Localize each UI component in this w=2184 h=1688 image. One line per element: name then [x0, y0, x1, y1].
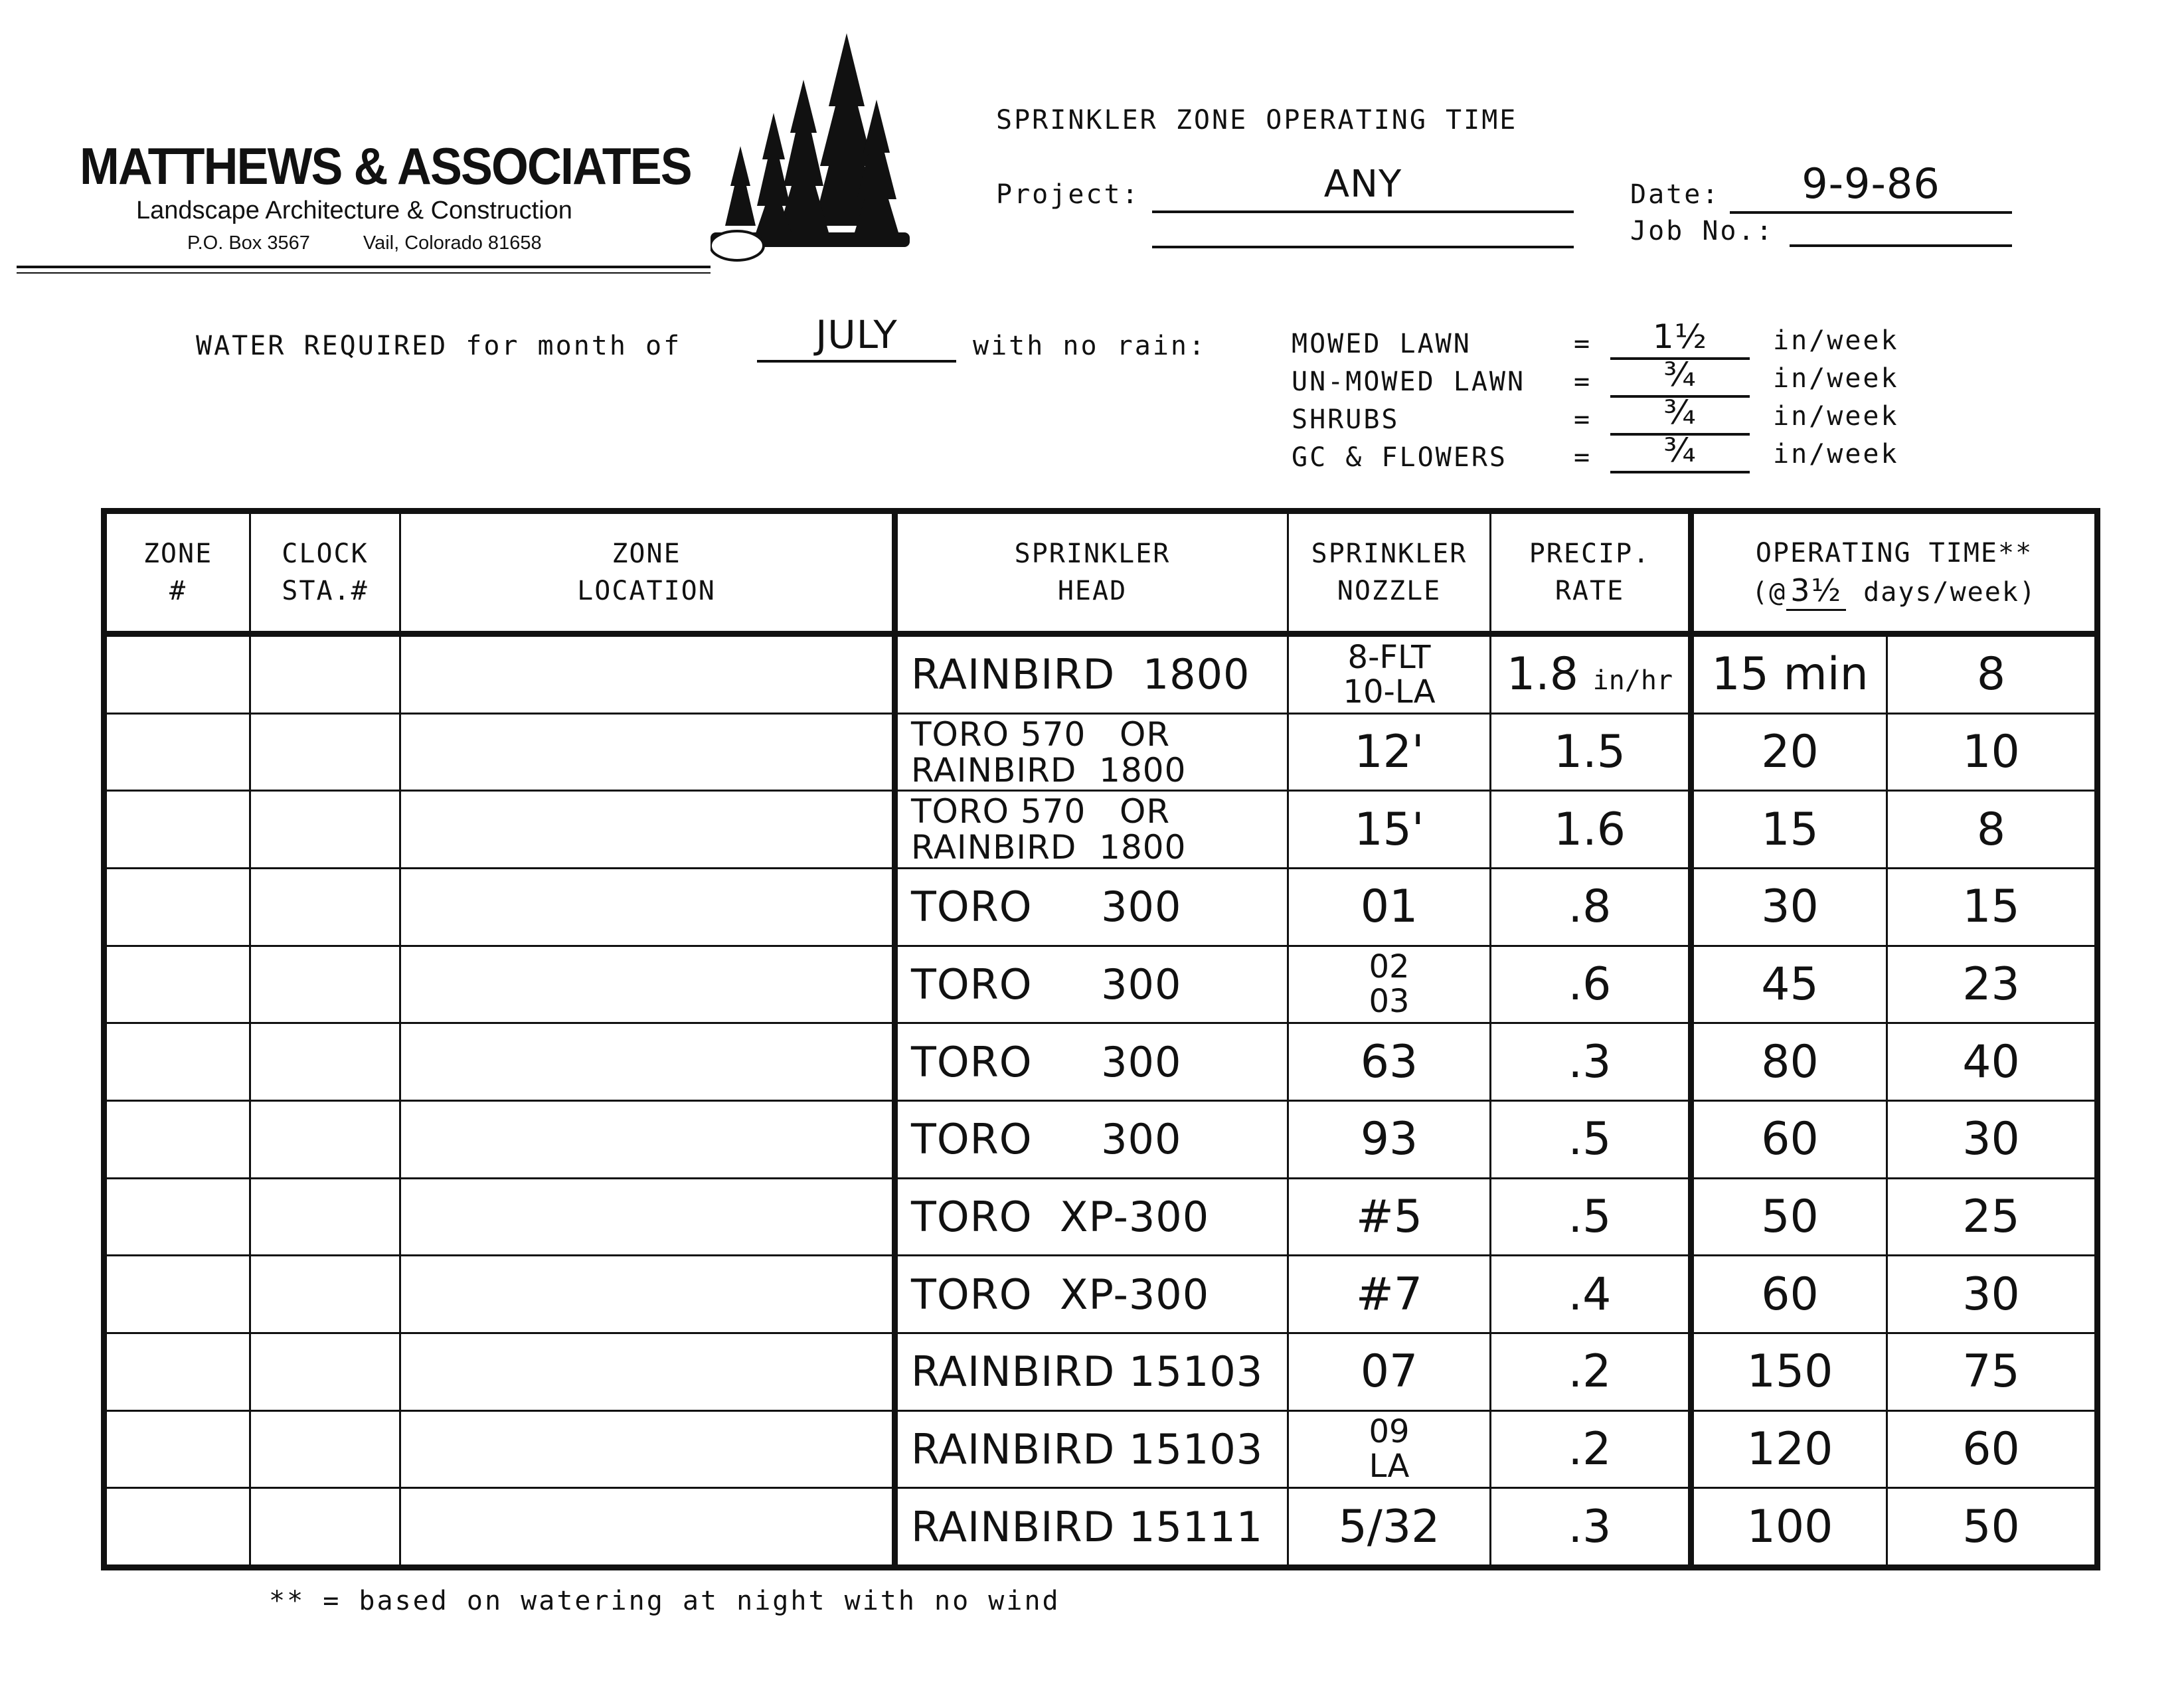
- operating-time-cell[interactable]: 15 min: [1691, 634, 1887, 714]
- precip-rate-cell[interactable]: .8: [1491, 868, 1691, 946]
- zone-cell[interactable]: [104, 946, 250, 1023]
- table-header-row: [104, 511, 2098, 634]
- col-operating-time-header: OPERATING TIME** (@ 3½ days/week): [1691, 511, 2098, 634]
- table-row: [104, 634, 2098, 714]
- weekly-time-cell[interactable]: 10: [1887, 713, 2098, 791]
- table-row: [104, 791, 2098, 869]
- company-tagline: Landscape Architecture & Construction: [136, 197, 572, 224]
- table-row: [104, 946, 2098, 1023]
- water-required-label: WATER REQUIRED for month of: [196, 331, 682, 361]
- rate-value-shrubs[interactable]: ¾: [1610, 393, 1750, 436]
- precip-rate-cell[interactable]: .5: [1491, 1100, 1691, 1178]
- clock-station-cell[interactable]: [250, 1256, 400, 1333]
- sprinkler-nozzle-cell[interactable]: 93: [1288, 1100, 1491, 1178]
- clock-station-cell[interactable]: [250, 713, 400, 791]
- precip-rate-cell[interactable]: .3: [1491, 1023, 1691, 1101]
- weekly-time-cell[interactable]: 50: [1887, 1488, 2098, 1568]
- sprinkler-nozzle-cell[interactable]: 5/32: [1288, 1488, 1491, 1568]
- rate-unit: in/week: [1773, 401, 1899, 432]
- company-name: MATTHEWS & ASSOCIATES: [80, 137, 691, 195]
- month-field[interactable]: JULY: [757, 312, 956, 363]
- rate-label-unmowed: UN-MOWED LAWN: [1292, 367, 1526, 397]
- precip-rate-cell[interactable]: .5: [1491, 1178, 1691, 1256]
- operating-time-cell[interactable]: 30: [1691, 868, 1887, 946]
- operating-time-cell[interactable]: 20: [1691, 713, 1887, 791]
- operating-time-cell[interactable]: 15: [1691, 791, 1887, 869]
- table-row: [104, 1488, 2098, 1568]
- city: Vail, Colorado 81658: [363, 232, 542, 254]
- zone-cell[interactable]: [104, 1410, 250, 1488]
- letterhead-rule-thin: [17, 272, 711, 274]
- table-row: [104, 1023, 2098, 1101]
- sprinkler-head-cell[interactable]: TORO XP-300: [895, 1178, 1288, 1256]
- weekly-time-cell[interactable]: 8: [1887, 634, 2098, 714]
- table-row: [104, 1100, 2098, 1178]
- zone-location-cell[interactable]: [400, 1100, 895, 1178]
- precip-rate-cell[interactable]: .3: [1491, 1488, 1691, 1568]
- weekly-time-cell[interactable]: 75: [1887, 1333, 2098, 1410]
- rate-eq: =: [1574, 442, 1592, 473]
- weekly-time-cell[interactable]: 60: [1887, 1410, 2098, 1488]
- sprinkler-nozzle-cell[interactable]: 15': [1288, 791, 1491, 869]
- job-field[interactable]: [1790, 212, 2012, 247]
- table-row: [104, 868, 2098, 946]
- table-row: [104, 1178, 2098, 1256]
- precip-rate-cell[interactable]: .2: [1491, 1333, 1691, 1410]
- zone-cell[interactable]: [104, 1488, 250, 1568]
- project-field-line2[interactable]: [1152, 219, 1574, 248]
- po-box: P.O. Box 3567: [187, 232, 310, 254]
- date-label: Date:: [1630, 179, 1721, 210]
- precip-unit: in/hr: [1592, 665, 1673, 697]
- weekly-time-cell[interactable]: 40: [1887, 1023, 2098, 1101]
- zone-location-cell[interactable]: [400, 1488, 895, 1568]
- sprinkler-nozzle-cell[interactable]: 8-FLT 10-LA: [1288, 634, 1491, 714]
- operating-time-cell[interactable]: 80: [1691, 1023, 1887, 1101]
- clock-station-cell[interactable]: [250, 1410, 400, 1488]
- operating-time-cell[interactable]: 120: [1691, 1410, 1887, 1488]
- zone-location-cell[interactable]: [400, 634, 895, 714]
- operating-time-cell[interactable]: 100: [1691, 1488, 1887, 1568]
- col-precip-header: PRECIP. RATE: [1491, 511, 1691, 634]
- col-head-header: SPRINKLER HEAD: [895, 511, 1288, 634]
- zone-location-cell[interactable]: [400, 1410, 895, 1488]
- weekly-time-cell[interactable]: 30: [1887, 1256, 2098, 1333]
- zone-location-cell[interactable]: [400, 1178, 895, 1256]
- operating-time-cell[interactable]: 150: [1691, 1333, 1887, 1410]
- sprinkler-head-cell[interactable]: RAINBIRD 15103: [895, 1410, 1288, 1488]
- precip-rate-cell[interactable]: 1.8 in/hr: [1491, 634, 1691, 714]
- precip-rate-cell[interactable]: .6: [1491, 946, 1691, 1023]
- sprinkler-head-cell[interactable]: TORO 300: [895, 946, 1288, 1023]
- col-nozzle-header: SPRINKLER NOZZLE: [1288, 511, 1491, 634]
- sprinkler-nozzle-cell[interactable]: 09 LA: [1288, 1410, 1491, 1488]
- zone-cell[interactable]: [104, 1178, 250, 1256]
- rate-eq: =: [1574, 404, 1592, 435]
- table-row: [104, 1410, 2098, 1488]
- zone-cell[interactable]: [104, 1023, 250, 1101]
- sprinkler-nozzle-cell[interactable]: #5: [1288, 1178, 1491, 1256]
- sprinkler-nozzle-cell[interactable]: #7: [1288, 1256, 1491, 1333]
- rate-label-shrubs: SHRUBS: [1292, 404, 1400, 435]
- form-title: SPRINKLER ZONE OPERATING TIME: [996, 105, 1518, 135]
- weekly-time-cell[interactable]: 15: [1887, 868, 2098, 946]
- zone-location-cell[interactable]: [400, 868, 895, 946]
- zone-cell[interactable]: [104, 713, 250, 791]
- sprinkler-head-cell[interactable]: TORO 300: [895, 1100, 1288, 1178]
- clock-station-cell[interactable]: [250, 791, 400, 869]
- operating-time-cell[interactable]: 60: [1691, 1100, 1887, 1178]
- rate-unit: in/week: [1773, 363, 1899, 394]
- col-zone-header: ZONE #: [104, 511, 250, 634]
- zone-cell[interactable]: [104, 634, 250, 714]
- sprinkler-head-cell[interactable]: RAINBIRD 1800: [895, 634, 1288, 714]
- rate-eq: =: [1574, 329, 1592, 359]
- rate-label-mowed: MOWED LAWN: [1292, 329, 1471, 359]
- zone-location-cell[interactable]: [400, 1333, 895, 1410]
- clock-station-cell[interactable]: [250, 868, 400, 946]
- zone-location-cell[interactable]: [400, 1023, 895, 1101]
- precip-rate-cell[interactable]: .2: [1491, 1410, 1691, 1488]
- zone-location-cell[interactable]: [400, 946, 895, 1023]
- table-row: [104, 713, 2098, 791]
- sprinkler-nozzle-cell[interactable]: 07: [1288, 1333, 1491, 1410]
- company-address: [187, 232, 542, 254]
- letterhead-rule: [17, 266, 711, 268]
- clock-station-cell[interactable]: [250, 1023, 400, 1101]
- sprinkler-nozzle-cell[interactable]: 02 03: [1288, 946, 1491, 1023]
- sprinkler-head-cell[interactable]: TORO XP-300: [895, 1256, 1288, 1333]
- clock-station-cell[interactable]: [250, 634, 400, 714]
- sprinkler-head-cell[interactable]: TORO 300: [895, 1023, 1288, 1101]
- clock-station-cell[interactable]: [250, 1488, 400, 1568]
- sprinkler-head-cell[interactable]: TORO 570 OR RAINBIRD 1800: [895, 713, 1288, 791]
- operating-time-cell[interactable]: 60: [1691, 1256, 1887, 1333]
- weekly-time-cell[interactable]: 25: [1887, 1178, 2098, 1256]
- precip-rate-cell[interactable]: .4: [1491, 1256, 1691, 1333]
- sprinkler-head-cell[interactable]: RAINBIRD 15103: [895, 1333, 1288, 1410]
- zone-location-cell[interactable]: [400, 1256, 895, 1333]
- zone-location-cell[interactable]: [400, 791, 895, 869]
- rate-value-mowed[interactable]: 1½: [1610, 317, 1750, 360]
- clock-station-cell[interactable]: [250, 1178, 400, 1256]
- rate-unit: in/week: [1773, 325, 1899, 356]
- sprinkler-head-cell[interactable]: RAINBIRD 15111: [895, 1488, 1288, 1568]
- sprinkler-nozzle-cell[interactable]: 12': [1288, 713, 1491, 791]
- job-label: Job No.:: [1630, 216, 1774, 246]
- table-row: [104, 1256, 2098, 1333]
- footnote: ** = based on watering at night with no wind: [269, 1586, 1060, 1616]
- table-row: [104, 1333, 2098, 1410]
- zone-cell[interactable]: [104, 1100, 250, 1178]
- rate-value-gc-flowers[interactable]: ¾: [1610, 431, 1750, 473]
- sprinkler-head-cell[interactable]: TORO 570 OR RAINBIRD 1800: [895, 791, 1288, 869]
- date-field[interactable]: 9-9-86: [1730, 159, 2012, 214]
- col-clock-header: CLOCK STA.#: [250, 511, 400, 634]
- zone-cell[interactable]: [104, 1256, 250, 1333]
- sprinkler-nozzle-cell[interactable]: 01: [1288, 868, 1491, 946]
- pine-trees-icon: [711, 33, 910, 272]
- sprinkler-head-cell[interactable]: TORO 300: [895, 868, 1288, 946]
- precip-rate-cell[interactable]: 1.6: [1491, 791, 1691, 869]
- operating-time-cell[interactable]: 45: [1691, 946, 1887, 1023]
- clock-station-cell[interactable]: [250, 1333, 400, 1410]
- col-location-header: ZONE LOCATION: [400, 511, 895, 634]
- rate-eq: =: [1574, 367, 1592, 397]
- project-field[interactable]: ANY: [1152, 163, 1574, 213]
- weekly-time-cell[interactable]: 23: [1887, 946, 2098, 1023]
- weekly-time-cell[interactable]: 30: [1887, 1100, 2098, 1178]
- rate-unit: in/week: [1773, 439, 1899, 469]
- zone-location-cell[interactable]: [400, 713, 895, 791]
- operating-time-cell[interactable]: 50: [1691, 1178, 1887, 1256]
- zone-cell[interactable]: [104, 868, 250, 946]
- precip-rate-cell[interactable]: 1.5: [1491, 713, 1691, 791]
- days-per-week-field[interactable]: 3½: [1786, 572, 1846, 611]
- clock-station-cell[interactable]: [250, 1100, 400, 1178]
- project-label: Project:: [996, 179, 1140, 210]
- operating-time-table: [101, 508, 2100, 1570]
- zone-cell[interactable]: [104, 1333, 250, 1410]
- weekly-time-cell[interactable]: 8: [1887, 791, 2098, 869]
- rate-value-unmowed[interactable]: ¾: [1610, 355, 1750, 398]
- rate-label-gc-flowers: GC & FLOWERS: [1292, 442, 1507, 473]
- no-rain-label: with no rain:: [973, 331, 1207, 361]
- clock-station-cell[interactable]: [250, 946, 400, 1023]
- sprinkler-nozzle-cell[interactable]: 63: [1288, 1023, 1491, 1101]
- zone-cell[interactable]: [104, 791, 250, 869]
